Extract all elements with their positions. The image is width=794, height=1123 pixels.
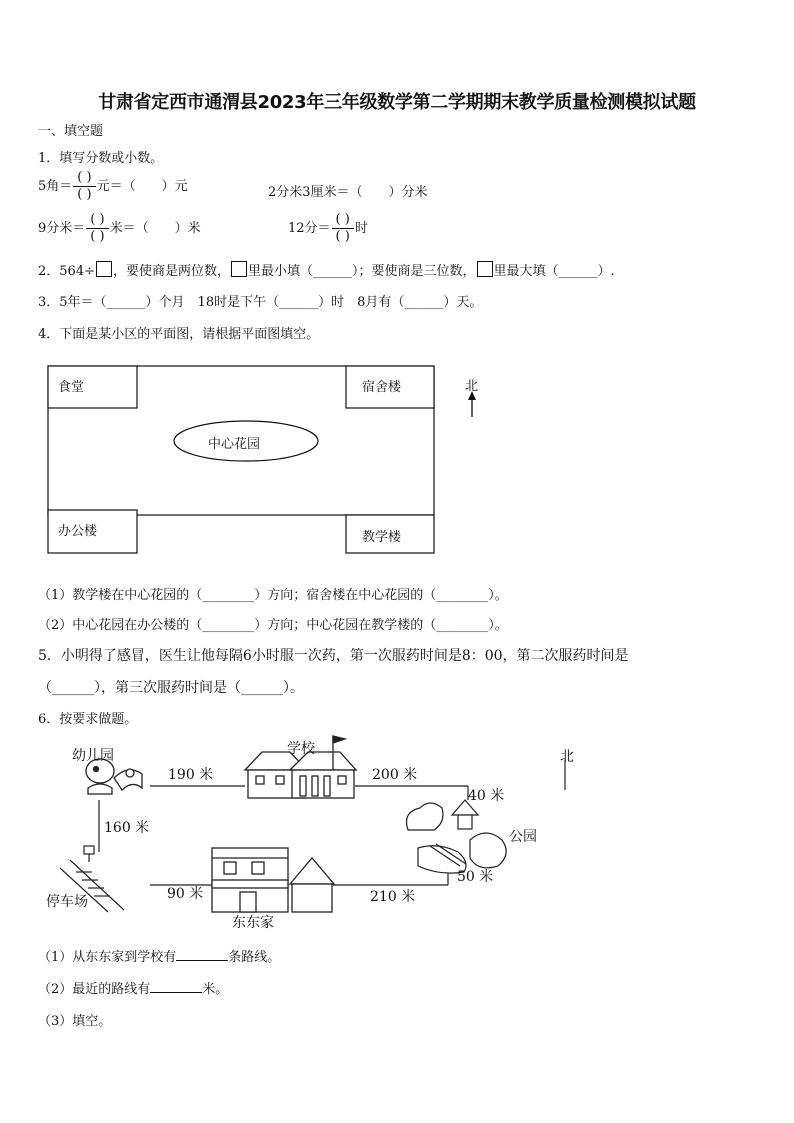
q6-sub3: （3）填空。 — [38, 1014, 112, 1029]
label-canteen: 食堂 — [58, 380, 85, 395]
distance-160: 160 米 — [104, 820, 150, 836]
answer-blank[interactable] — [176, 949, 228, 961]
q3-line: 3．5年＝（______）个月 18时是下午（______）时 8月有（______）天。 — [38, 295, 483, 310]
distance-90: 90 米 — [167, 886, 204, 902]
park-icon — [407, 800, 507, 873]
label-parking: 停车场 — [46, 894, 88, 910]
q2-part4: 里最大填（______）. — [493, 264, 615, 279]
q4-stem: 4．下面是某小区的平面图，请根据平面图填空。 — [38, 327, 320, 342]
label-teaching: 教学楼 — [362, 530, 402, 545]
q2-part2: ，要使商是两位数， — [112, 264, 230, 279]
label-office: 办公楼 — [58, 524, 98, 539]
fraction-denominator: ( ) — [77, 187, 92, 202]
distance-200: 200 米 — [372, 767, 418, 783]
distance-190: 190 米 — [168, 767, 214, 783]
fraction-numerator: ( ) — [86, 212, 108, 229]
q6-sub1 — [38, 946, 280, 965]
label-north-map: 北 — [560, 749, 574, 765]
distance-210: 210 米 — [370, 889, 416, 905]
section-heading: 一、填空题 — [38, 124, 104, 139]
q6-sub1-end: 条路线。 — [228, 950, 281, 965]
fraction-denominator: ( ) — [335, 229, 350, 244]
label-north: 北 — [465, 379, 479, 394]
home-icon — [212, 848, 334, 912]
q1-r2b-suffix: 时 — [354, 221, 368, 236]
q6-sub1-text: （1）从东东家到学校有 — [38, 950, 177, 965]
fraction-denominator: ( ) — [90, 229, 105, 244]
fraction-numerator: ( ) — [73, 170, 95, 187]
q1-r2b-prefix: 12分＝ — [288, 221, 331, 236]
q6-sub2-end: 米。 — [202, 982, 229, 997]
page-title: 甘肃省定西市通渭县2023年三年级数学第二学期期末教学质量检测模拟试题 — [98, 92, 696, 113]
q4-sub1: （1）教学楼在中心花园的（________）方向；宿舍楼在中心花园的（________）。 — [38, 588, 508, 603]
label-school: 学校 — [287, 741, 315, 757]
q5-line2: （______），第三次服药时间是（______）。 — [38, 680, 304, 696]
q1-r1a-prefix: 5角＝ — [38, 179, 73, 194]
q2-part3: 里最小填（______）；要使商是三位数， — [248, 264, 476, 279]
label-garden: 中心花园 — [208, 437, 261, 452]
distance-50: 50 米 — [457, 869, 494, 885]
label-dorm: 宿舍楼 — [362, 380, 402, 395]
q6-sub2-text: （2）最近的路线有 — [38, 982, 151, 997]
q5-line1: 5．小明得了感冒，医生让他每隔6小时服一次药，第一次服药时间是8：00，第二次服药时间是 — [38, 648, 629, 664]
q1-r2a-prefix: 9分米＝ — [38, 221, 86, 236]
label-kindergarten: 幼儿园 — [72, 748, 114, 764]
q1-row1-right: 2分米3厘米＝（ ）分米 — [268, 185, 428, 200]
q6-stem: 6．按要求做题。 — [38, 712, 138, 727]
answer-blank[interactable] — [150, 981, 202, 993]
q6-sub2 — [38, 978, 228, 997]
label-home: 东东家 — [232, 915, 274, 931]
q1-r2a-suffix: 米＝（ ）米 — [109, 221, 201, 236]
q1-stem: 1．填写分数或小数。 — [38, 151, 164, 166]
fraction-numerator: ( ) — [332, 212, 354, 229]
q1-r1a-suffix: 元＝（ ）元 — [96, 179, 188, 194]
q2-part1: 2．564÷ — [38, 264, 95, 279]
q4-sub2: （2）中心花园在办公楼的（________）方向；中心花园在教学楼的（________）。 — [38, 618, 508, 633]
label-park: 公园 — [509, 829, 537, 845]
distance-40: 40 米 — [468, 788, 505, 804]
